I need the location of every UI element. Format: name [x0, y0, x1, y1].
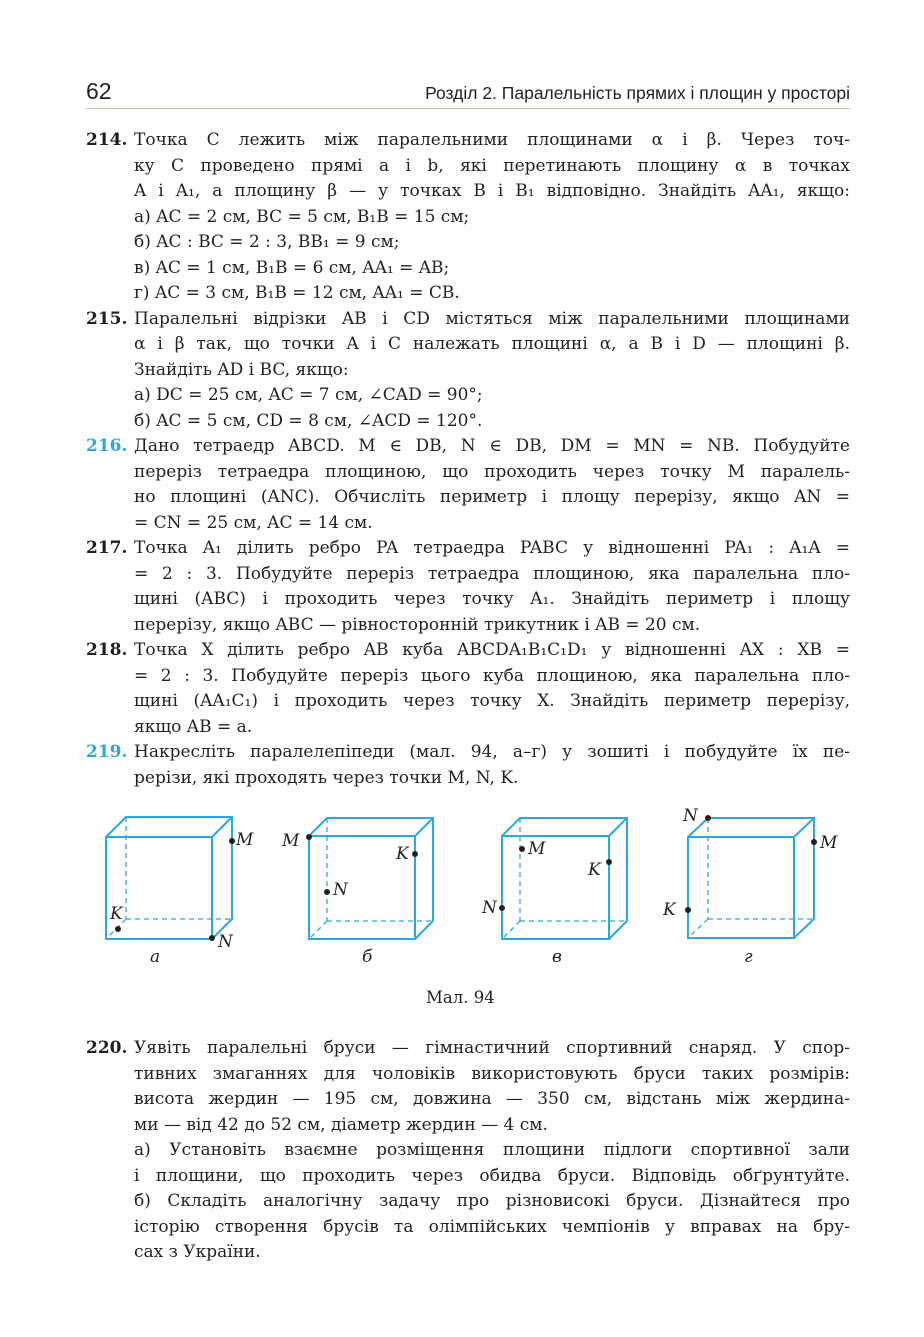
problem-number: 216. — [86, 436, 128, 456]
problem-line: перерізу, якщо ABC — рівносторонній трикутник і AB = 20 см. — [134, 614, 701, 635]
page-number: 62 — [86, 78, 112, 104]
point-label: M — [236, 830, 254, 850]
point-m — [229, 838, 235, 844]
problem-line: висота жердин — 195 см, довжина — 350 см, відстань між жердина- — [134, 1089, 850, 1109]
problem-line: щині (ABC) і проходить через точку A₁. Знайдіть периметр і площу — [134, 589, 850, 609]
point-n — [209, 935, 215, 941]
point-label: N — [683, 806, 698, 826]
problem-line: якщо AB = a. — [134, 716, 253, 737]
parallelepiped-c — [502, 818, 627, 939]
problem-line: = 2 : 3. Побудуйте переріз тетраедра площиною, яка паралельна пло- — [134, 563, 850, 584]
problem-216 — [86, 434, 850, 536]
point-label: K — [663, 900, 676, 920]
problem-line: α і β так, що точки A і C належать площині α, а B і D — площині β. — [134, 334, 850, 354]
problem-number: 219. — [86, 742, 128, 762]
problem-line: Знайдіть AD і BC, якщо: — [134, 359, 349, 380]
panel-label: а — [150, 947, 161, 967]
problem-number: 220. — [86, 1038, 128, 1058]
problem-219 — [86, 740, 850, 791]
point-k — [412, 851, 418, 857]
problem-line: = 2 : 3. Побудуйте переріз цього куба площиною, яка паралельна пло- — [134, 665, 850, 686]
point-label: K — [588, 860, 601, 880]
problem-line: Уявіть паралельні бруси — гімнастичний спортивний снаряд. У спор- — [134, 1038, 850, 1058]
problem-line: а) AC = 2 см, BC = 5 см, B₁B = 15 см; — [134, 206, 470, 227]
panel-label: б — [362, 947, 373, 967]
problem-line: історію створення брусів та олімпійських чемпіонів у вправах на бру- — [134, 1216, 850, 1237]
point-label: N — [218, 932, 233, 952]
problem-line: A і A₁, а площину β — у точках B і B₁ відповідно. Знайдіть AA₁, якщо: — [134, 181, 850, 201]
problem-214 — [86, 128, 850, 307]
point-m — [519, 846, 525, 852]
problem-line: тивних змаганнях для чоловіків використовують бруси таких розмірів: — [134, 1063, 850, 1084]
problem-217 — [86, 536, 850, 638]
problem-line: Дано тетраедр ABCD. M ∈ DB, N ∈ DB, DM = MN = NB. Побудуйте — [134, 436, 850, 456]
point-k — [685, 907, 691, 913]
point-label: M — [528, 839, 546, 859]
problem-line: і площини, що проходить через обидва бруси. Відповідь обґрунтуйте. — [134, 1165, 850, 1186]
point-n — [499, 905, 505, 911]
problem-line: ми — від 42 до 52 см, діаметр жердин — 4 см. — [134, 1114, 548, 1135]
point-label: M — [820, 833, 838, 853]
problem-line: щині (AA₁C₁) і проходить через точку X. Знайдіть периметр перерізу, — [134, 691, 850, 711]
problem-line: = CN = 25 см, AC = 14 см. — [134, 512, 373, 533]
panel-label: г — [744, 947, 753, 967]
running-header: Розділ 2. Паралельність прямих і площин у просторі — [425, 83, 850, 103]
problem-line: Накресліть паралелепіпеди (мал. 94, а–г) у зошиті і побудуйте їх пе- — [134, 742, 850, 762]
point-label: N — [482, 898, 497, 918]
problem-220 — [86, 1036, 850, 1266]
point-n — [324, 889, 330, 895]
parallelepiped-a — [106, 817, 232, 939]
problem-line: рерізи, які проходять через точки M, N, K. — [134, 767, 519, 788]
parallelepiped-b — [309, 818, 433, 939]
problem-list-after-figure — [86, 1036, 850, 1266]
problem-215 — [86, 307, 850, 435]
parallelepiped-d — [688, 818, 814, 938]
problem-line: б) AC : BC = 2 : 3, BB₁ = 9 см; — [134, 232, 400, 252]
problem-line: б) AC = 5 см, CD = 8 см, ∠ACD = 120°. — [134, 410, 483, 431]
problem-line: в) AC = 1 см, B₁B = 6 см, AA₁ = AB; — [134, 257, 450, 278]
problem-line: переріз тетраедра площиною, що проходить через точку M паралель- — [134, 461, 850, 482]
parallelepiped-drawings — [86, 800, 850, 1020]
problem-line: б) Складіть аналогічну задачу про різновисокі бруси. Дізнайтеся про — [134, 1191, 850, 1211]
header-rule — [86, 108, 850, 109]
problem-line: Точка A₁ ділить ребро PA тетраедра PABC у відношенні PA₁ : A₁A = — [134, 538, 850, 558]
problem-line: сах з України. — [134, 1242, 261, 1262]
problem-line: г) AC = 3 см, B₁B = 12 см, AA₁ = CB. — [134, 283, 460, 303]
problem-line: Паралельні відрізки AB і CD містяться між паралельними площинами — [134, 308, 850, 329]
problem-number: 217. — [86, 538, 128, 558]
point-k — [606, 859, 612, 865]
problem-list — [86, 128, 850, 791]
figure-caption: Мал. 94 — [426, 988, 495, 1007]
point-label: K — [110, 904, 123, 924]
point-label: N — [333, 880, 348, 900]
figure-94 — [86, 800, 850, 1020]
problem-line: а) Установіть взаємне розміщення площини підлоги спортивної зали — [134, 1140, 850, 1160]
point-label: K — [396, 844, 409, 864]
problem-number: 218. — [86, 640, 128, 660]
point-m — [811, 839, 817, 845]
problem-line: а) DC = 25 см, AC = 7 см, ∠CAD = 90°; — [134, 385, 483, 405]
problem-line: ку C проведено прямі a і b, які перетинають площину α в точках — [134, 155, 850, 176]
point-m — [306, 834, 312, 840]
problem-line: Точка C лежить між паралельними площинами α і β. Через точ- — [134, 130, 850, 150]
point-k — [115, 926, 121, 932]
problem-number: 214. — [86, 130, 128, 150]
problem-line: Точка X ділить ребро AB куба ABCDA₁B₁C₁D₁ у відношенні AX : XB = — [134, 640, 850, 660]
problem-line: но площині (ANC). Обчисліть периметр і площу перерізу, якщо AN = — [134, 487, 850, 507]
panel-label: в — [552, 947, 562, 967]
point-label: M — [282, 831, 300, 851]
point-n — [705, 815, 711, 821]
problem-218 — [86, 638, 850, 740]
problem-number: 215. — [86, 308, 128, 329]
